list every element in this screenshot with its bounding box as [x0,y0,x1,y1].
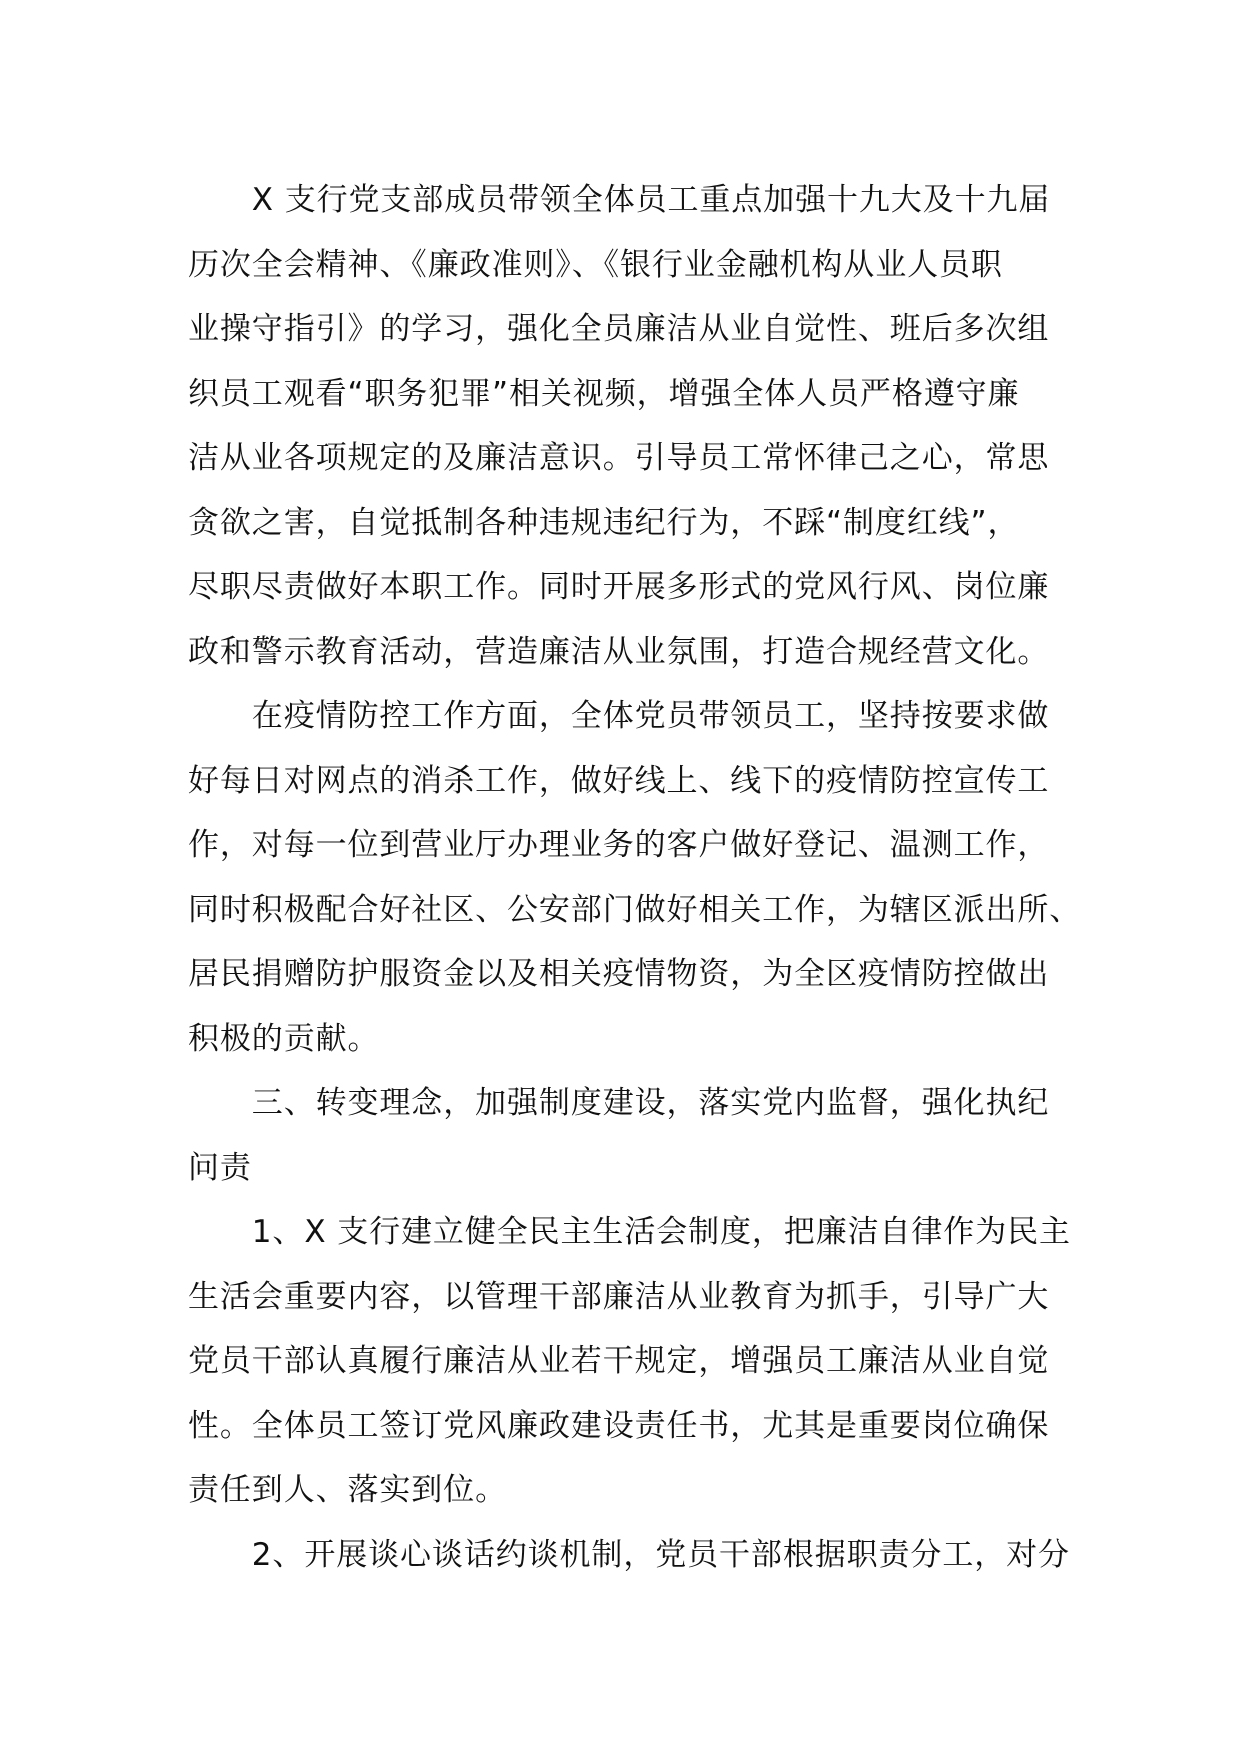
text-line: 积极的贡献。 [188,1020,380,1057]
text-line: 历次全会精神、《廉政准则》、《银行业金融机构从业人员职 [188,246,1003,283]
text-line: 政和警示教育活动，营造廉洁从业氛围，打造合规经营文化。 [188,633,1050,670]
text-line: 党员干部认真履行廉洁从业若干规定，增强员工廉洁从业自觉 [188,1343,1050,1379]
text-line: 居民捐赠防护服资金以及相关疫情物资，为全区疫情防控做出 [188,956,1050,992]
text-line: 同时积极配合好社区、公安部门做好相关工作，为辖区派出所、 [188,891,1082,928]
text-line: 洁从业各项规定的及廉洁意识。引导员工常怀律己之心，常思 [188,440,1050,476]
text-line: 业操守指引》的学习，强化全员廉洁从业自觉性、班后多次组 [188,311,1050,347]
text-line: 生活会重要内容，以管理干部廉洁从业教育为抓手，引导广大 [188,1278,1050,1315]
text-line: 在疫情防控工作方面，全体党员带领员工，坚持按要求做 [188,698,1050,734]
text-line: 贪欲之害，自觉抵制各种违规违纪行为，不踩“制度红线”， [188,504,1020,541]
text-line: 性。全体员工签订党风廉政建设责任书，尤其是重要岗位确保 [188,1407,1050,1444]
text-line: 尽职尽责做好本职工作。同时开展多形式的党风行风、岗位廉 [188,569,1050,605]
text-line: X 支行党支部成员带领全体员工重点加强十九大及十九届 [188,182,1051,218]
text-line: 好每日对网点的消杀工作，做好线上、线下的疫情防控宣传工 [188,762,1050,799]
document-page [188,168,1082,1587]
text-line: 作，对每一位到营业厅办理业务的客户做好登记、温测工作， [188,827,1050,863]
text-line: 责任到人、落实到位。 [188,1472,507,1508]
text-line: 2、开展谈心谈话约谈机制，党员干部根据职责分工，对分 [188,1536,1070,1573]
text-line: 1、X 支行建立健全民主生活会制度，把廉洁自律作为民主 [188,1214,1071,1250]
section-heading: 三、转变理念，加强制度建设，落实党内监督，强化执纪 [188,1085,1050,1121]
section-heading: 问责 [188,1149,252,1186]
text-line: 织员工观看“职务犯罪”相关视频，增强全体人员严格遵守廉 [188,375,1020,412]
